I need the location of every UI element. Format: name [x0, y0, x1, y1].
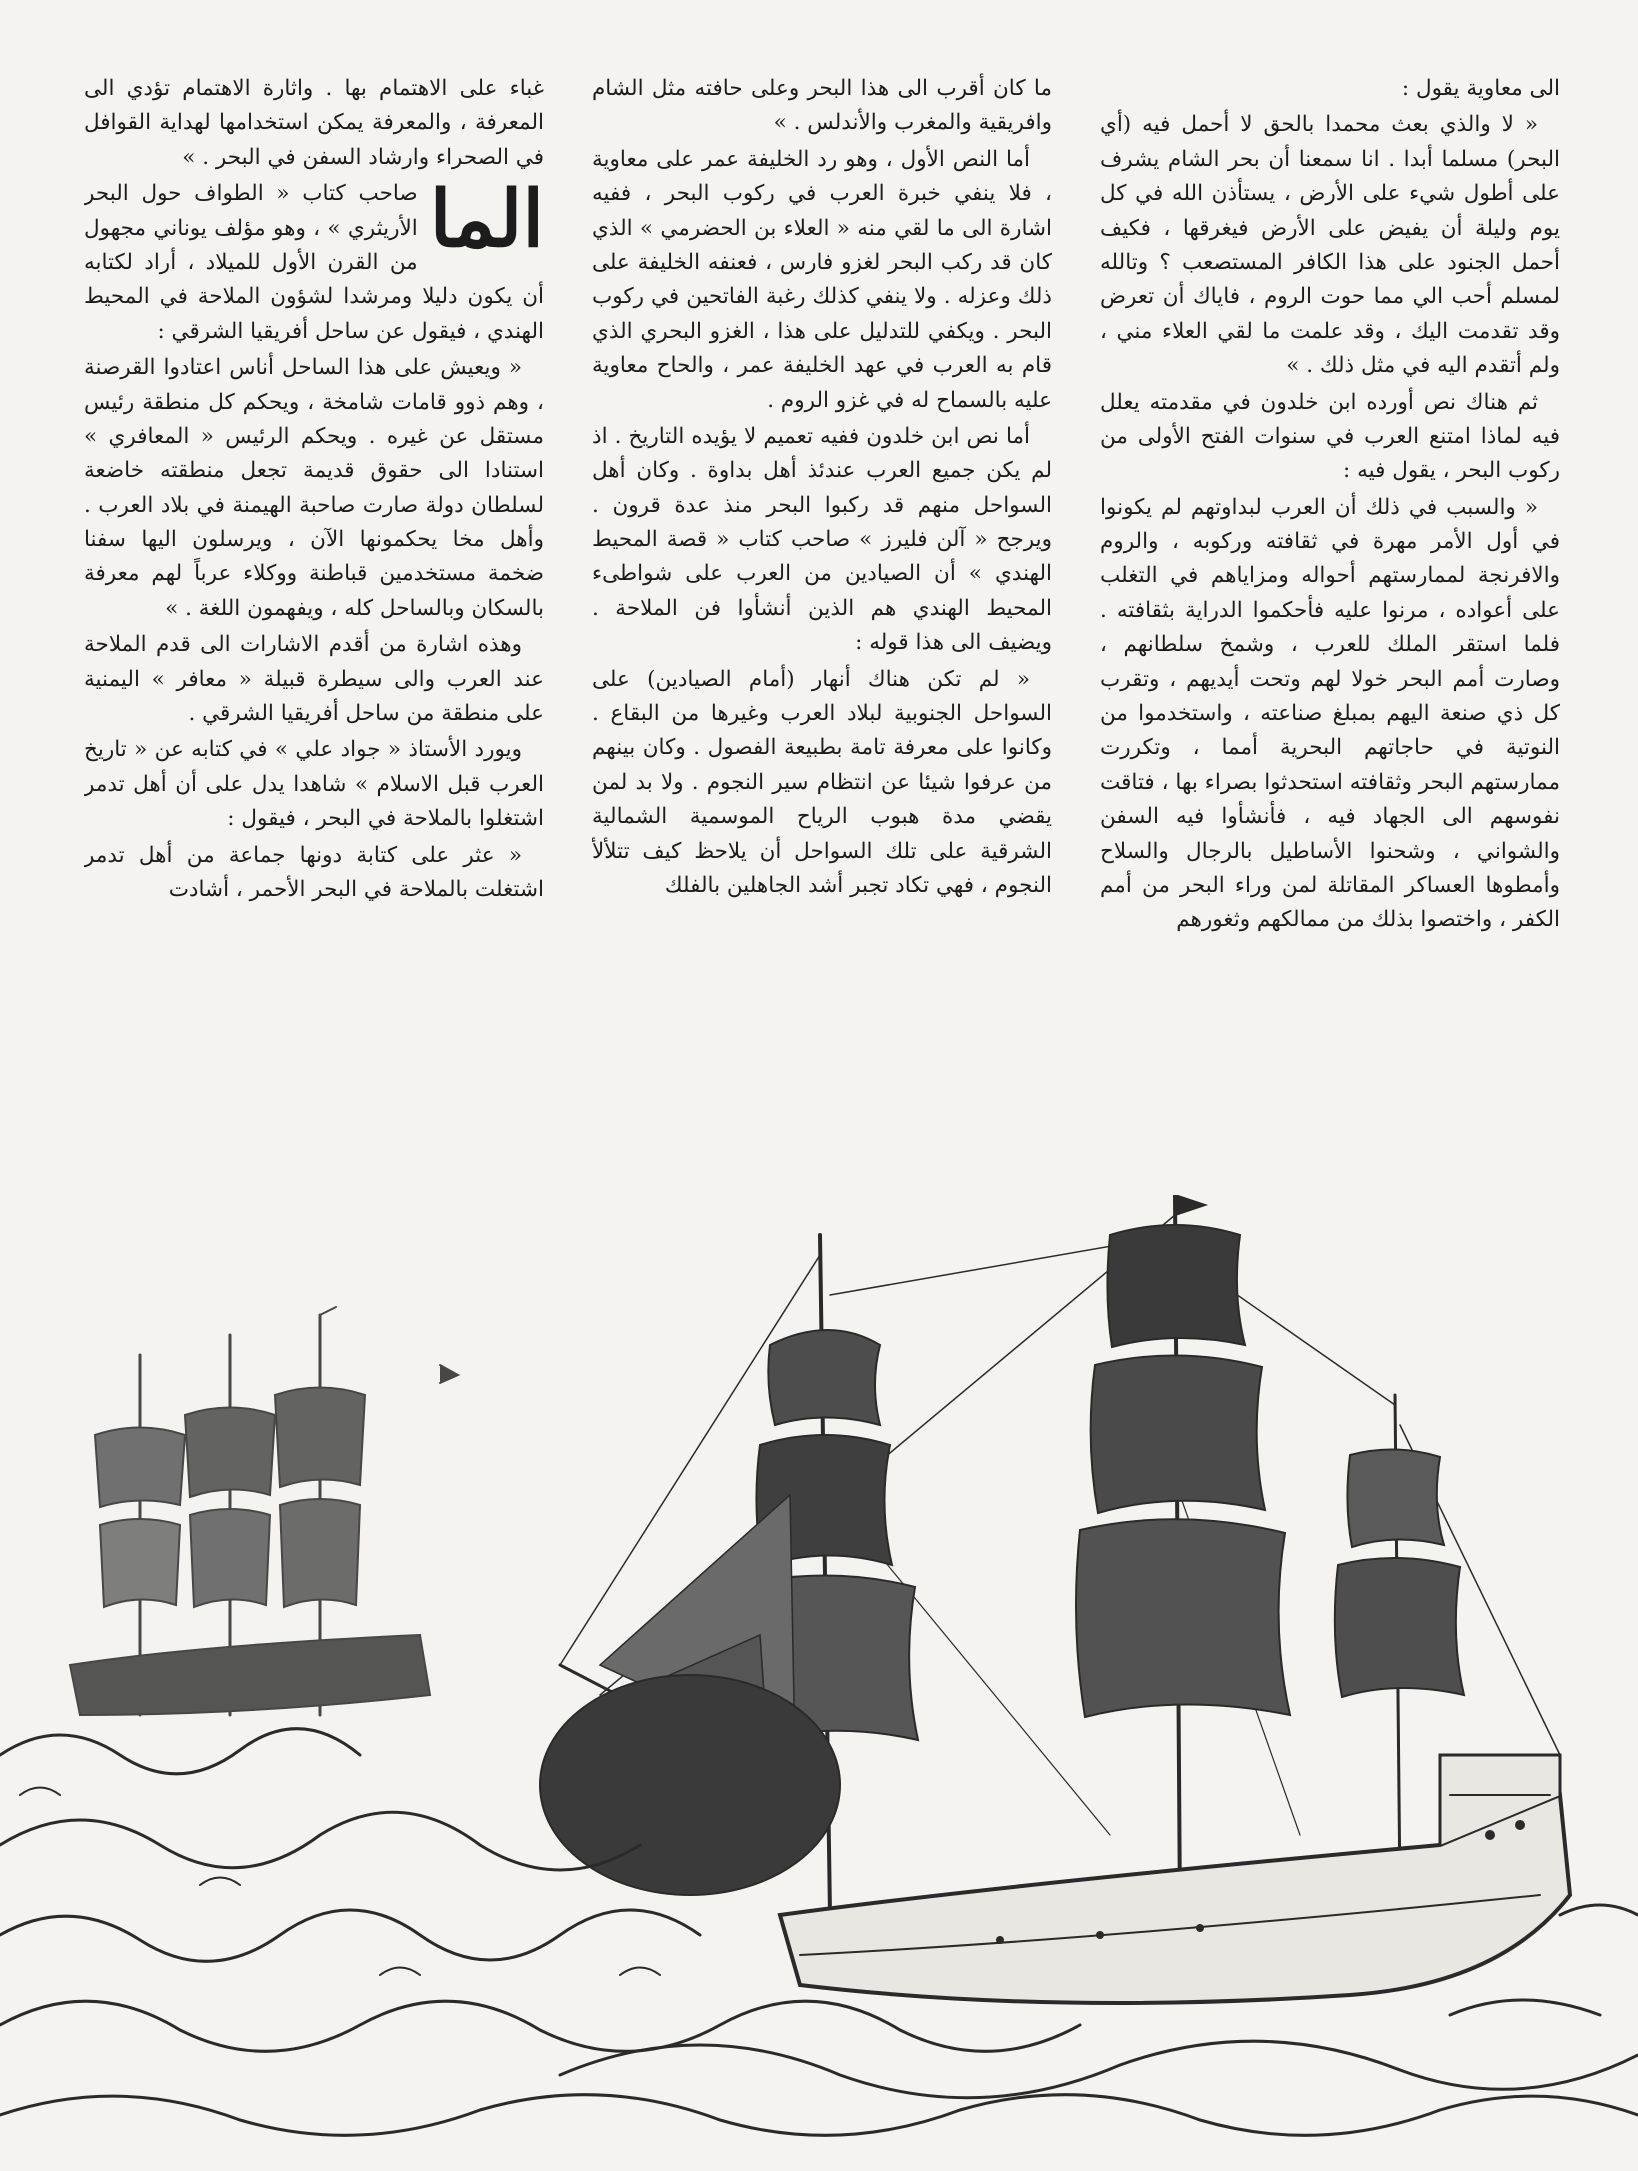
paragraph: « لا والذي بعث محمدا بالحق لا أحمل فيه (أي البحر) مسلما أبدا . انا سمعنا أن بحر الشام يشرف على أطول شيء على الأرض ، يستأذن الله في كل يوم وليلة أن يفيض على الأرض فيغرقها ، فكيف أحمل الجنود على هذا الكافر المستصعب ؟ وتالله لمسلم أحب الي مما حوت الروم ، فاياك أن تعرض وقد تقدمت اليك ، وقد علمت ما لقي العلاء مني ، ولم أتقدم اليه في مثل ذلك . »	[1100, 112, 1560, 379]
ships-drawing	[0, 1195, 1638, 2171]
paragraph: « ويعيش على هذا الساحل أناس اعتادوا القرصنة ، وهم ذوو قامات شامخة ، ويحكم كل منطقة رئيس مستقل عن غيره . ويحكم الرئيس « المعافري » استنادا الى حقوق قديمة تجعل منطقته خاضعة لسلطان دولة صارت صاحبة الهيمنة في بلاد العرب . وأهل مخا يحكمونها الآن ، ويرسلون اليها سفنا ضخمة مستخدمين قباطنة ووكلاء عرباً لهم معرفة بالسكان وبالساحل كله ، ويفهمون اللغة . »	[84, 355, 544, 621]
paragraph: « والسبب في ذلك أن العرب لبداوتهم لم يكونوا في أول الأمر مهرة في ثقافته وركوبه ، والروم والافرنجة لممارستهم أحواله ومزاياهم في التغلب على أعواده ، مرنوا عليه فأحكموا الدراية بثقافته . فلما استقر الملك للعرب ، وشمخ سلطانهم ، وصارت أمم البحر خولا لهم وتحت أيديهم ، وتقرب كل ذي صنعة اليهم بمبلغ صناعته ، واستخدموا من النوتية في حاجاتهم البحرية أمما ، وتكررت ممارستهم البحر وثقافته استحدثوا بصراء بها ، فتاقت نفوسهم الى الجهاد فيه ، فأنشأوا فيه السفن والشواني ، وشحنوا الأساطيل بالرجال والسلاح وأمطوها العساكر المقاتلة لمن وراء البحر من أمم الكفر ، واختصوا بذلك من ممالكهم وثغورهم	[1100, 494, 1560, 933]
paragraph-with-dropcap	[84, 174, 544, 349]
text-columns	[84, 72, 1560, 1182]
paragraph-text: صاحب كتاب « الطواف حول البحر الأريثري » ، وهو مؤلف يوناني مجهول من القرن الأول للميلاد ، أراد لكتابه أن يكون دليلا ومرشدا لشؤون الملاحة في المحيط الهندي ، فيقول عن ساحل أفريقيا الشرقي :	[84, 181, 544, 344]
paragraph: أما النص الأول ، وهو رد الخليفة عمر على معاوية ، فلا ينفي خبرة العرب في ركوب البحر ، ففيه اشارة الى ما لقي منه « العلاء بن الحضرمي » الذي كان قد ركب البحر لغزو فارس ، فعنفه الخليفة على ذلك وعزله . ولا ينفي كذلك رغبة الفاتحين في ركوب البحر . ويكفي للتدليل على هذا ، الغزو البحري الذي قام به العرب في عهد الخليفة عمر ، والحاح معاوية عليه بالسماح له في غزو الروم .	[592, 146, 1052, 413]
distant-ships	[70, 1307, 458, 1715]
paragraph: « عثر على كتابة دونها جماعة من أهل تدمر اشتغلت بالملاحة في البحر الأحمر ، أشادت	[84, 842, 544, 902]
paragraph: وهذه اشارة من أقدم الاشارات الى قدم الملاحة عند العرب والى سيطرة قبيلة « معافر » اليمنية على منطقة من ساحل أفريقيا الشرقي .	[84, 632, 544, 727]
main-ship	[540, 1195, 1570, 2003]
column-middle	[592, 72, 1052, 1182]
paragraph: ويورد الأستاذ « جواد علي » في كتابه عن « تاريخ العرب قبل الاسلام » شاهدا يدل على أن أهل تدمر اشتغلوا بالملاحة في البحر ، فيقول :	[84, 737, 544, 832]
paragraph: « لم تكن هناك أنهار (أمام الصيادين) على السواحل الجنوبية لبلاد العرب وغيرها من البقاع . وكانوا على معرفة تامة بطبيعة الفصول . وكان بينهم من عرفوا شيئا عن انتظام سير النجوم . ولا بد لمن يقضي مدة هبوب الرياح الموسمية الشمالية الشرقية على تلك السواحل أن يلاحظ كيف تتلألأ النجوم ، فهي تكاد تجبر أشد الجاهلين بالفلك	[592, 666, 1052, 898]
ships-illustration	[0, 1195, 1638, 2171]
column-left	[84, 72, 544, 1182]
paragraph: الى معاوية يقول :	[1401, 76, 1560, 101]
drop-cap: الما	[429, 174, 544, 266]
column-right	[1100, 72, 1560, 1182]
paragraph: ما كان أقرب الى هذا البحر وعلى حافته مثل الشام وافريقية والمغرب والأندلس . »	[592, 76, 1052, 136]
paragraph: ثم هناك نص أورده ابن خلدون في مقدمته يعلل فيه لماذا امتنع العرب في سنوات الفتح الأولى من ركوب البحر ، يقول فيه :	[1100, 389, 1560, 484]
paragraph: أما نص ابن خلدون ففيه تعميم لا يؤيده التاريخ . اذ لم يكن جميع العرب عندئذ أهل بداوة . وكان أهل السواحل منهم قد ركبوا البحر منذ عدة قرون . ويرجح « آلن فليرز » صاحب كتاب « قصة المحيط الهندي » أن الصيادين من العرب على شواطىء المحيط الهندي هم الذين أنشأوا فن الملاحة . ويضيف الى هذا قوله :	[592, 423, 1052, 656]
paragraph: غباء على الاهتمام بها . واثارة الاهتمام تؤدي الى المعرفة ، والمعرفة يمكن استخدامها لهداية القوافل في الصحراء وارشاد السفن في البحر . »	[84, 76, 544, 170]
